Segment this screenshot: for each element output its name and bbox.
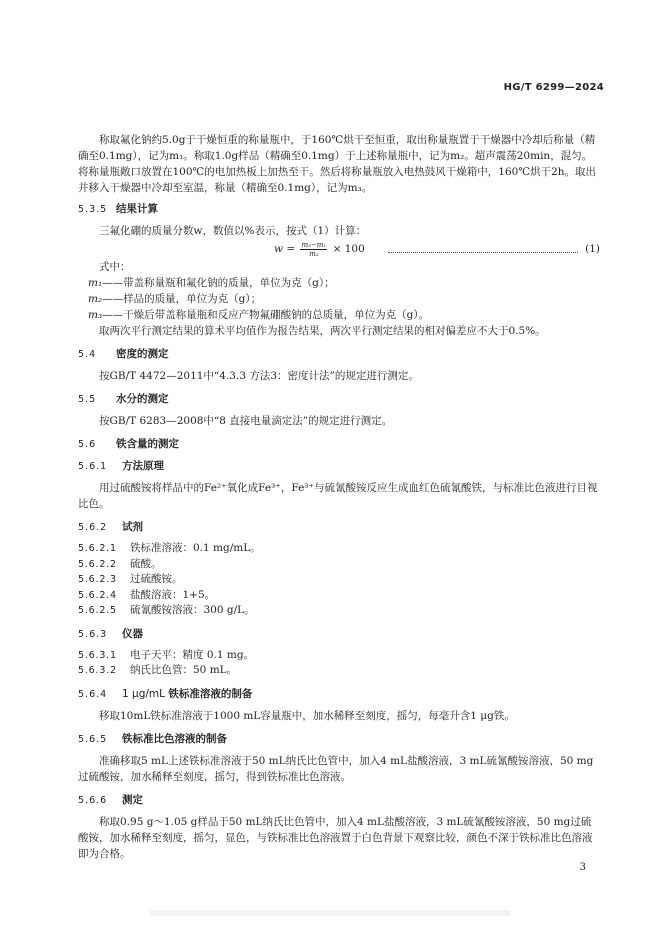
section-5-6-1-heading: 5.6.1 方法原理 xyxy=(78,460,164,472)
section-5-6-5-heading: 5.6.5 铁标准比色溶液的制备 xyxy=(78,732,227,745)
procedure-paragraph: 称取氟化钠约5.0g于干燥恒重的称量瓶中，于160℃烘干至恒重，取出称量瓶置于干燥器中冷却后称量（精确至0.1mg），记为m₁。称取1.0g样品（精确至0.1mg）于上述称量瓶中，记为m₂。超声震荡20min，混匀。将称量瓶敞口放置在100℃的电加热板上加热至干。然后将称量瓶放入电热鼓风干燥箱中，160℃烘干2h。取出并移入干燥器中冷却至室温，称量（精确至0.1mg），记为m₃。 xyxy=(78,134,597,194)
section-5-4-heading: 5.4 密度的测定 xyxy=(78,348,169,360)
reagent-item: 5.6.2.3 过硫酸铵。 xyxy=(78,573,183,585)
content-body xyxy=(78,132,600,862)
section-5-6-heading: 5.6 铁含量的测定 xyxy=(78,438,179,450)
footer-band xyxy=(150,910,510,916)
formula-1 xyxy=(78,239,600,259)
section-5-6-4-text: 移取10mL铁标准溶液于1000 mL容量瓶中，加水稀释至刻度，摇匀，每毫升含1 μg铁。 xyxy=(99,709,515,722)
section-5-5-heading: 5.5 水分的测定 xyxy=(78,393,169,405)
section-5-6-1-text: 用过硫酸铵将样品中的Fe²⁺氧化成Fe³⁺，Fe³⁺与硫氰酸铵反应生成血红色硫氰酸铁，与标准比色液进行目视比色。 xyxy=(78,482,598,510)
section-5-6-4-heading: 5.6.4 1 μg/mL 铁标准溶液的制备 xyxy=(78,687,253,700)
reagent-item: 5.6.2.2 硫酸。 xyxy=(78,557,162,570)
variable-m3: m₃——干燥后带盖称量瓶和反应产物氟硼酸钠的总质量，单位为克（g）。 xyxy=(88,309,430,321)
page-number: 3 xyxy=(579,862,586,873)
formula-expression: w = $\frac{\text{m₃−m₁}}{\text{m₂}}$ × 100 xyxy=(274,240,365,258)
formula-fraction: $\frac{\text{m₃−m₁}}{\text{m₂}}$ xyxy=(301,240,327,258)
calc-intro: 三氟化硼的质量分数w，数值以%表示，按式（1）计算： xyxy=(99,225,367,237)
section-5-3-5-heading: 5.3.5 结果计算 xyxy=(78,203,158,215)
section-5-5-text: 按GB/T 6283—2008中“8 直接电量滴定法”的规定进行测定。 xyxy=(99,415,393,427)
reagent-item: 5.6.2.4 盐酸溶液：1+5。 xyxy=(78,588,216,601)
section-5-6-3-heading: 5.6.3 仪器 xyxy=(78,627,143,640)
result-note: 取两次平行测定结果的算术平均值作为报告结果，两次平行测定结果的相对偏差应不大于0.5%。 xyxy=(99,325,546,337)
instrument-item: 5.6.3.2 纳氏比色管：50 mL。 xyxy=(78,664,238,676)
section-5-4-text: 按GB/T 4472—2011中“4.3.3 方法3：密度计法”的规定进行测定。 xyxy=(99,370,419,382)
variable-m2: m₂——样品的质量，单位为克（g）； xyxy=(88,293,262,305)
section-5-6-6-heading: 5.6.6 测定 xyxy=(78,793,143,806)
section-5-6-2-heading: 5.6.2 试剂 xyxy=(78,521,143,533)
reagent-item: 5.6.2.1 铁标准溶液：0.1 mg/mL。 xyxy=(78,542,261,554)
variable-m1: m₁——带盖称量瓶和氟化钠的质量，单位为克（g）； xyxy=(88,277,335,289)
equation-number: (1) xyxy=(585,243,600,255)
dot-leader xyxy=(388,252,578,253)
standard-code: HG/T 6299—2024 xyxy=(503,82,604,93)
reagent-item: 5.6.2.5 硫氰酸铵溶液：300 g/L。 xyxy=(78,604,255,616)
instrument-item: 5.6.3.1 电子天平：精度 0.1 mg。 xyxy=(78,648,255,661)
section-5-6-6-text: 称取0.95 g～1.05 g样品于50 mL纳氏比色管中，加入4 mL盐酸溶液，3 mL硫氰酸铵溶液，50 mg过硫酸铵，加水稀释至刻度，摇匀，显色，与铁标准比色溶液置于白色背景下观察比较，颜色不深于铁标准比色溶液即为合格。 xyxy=(78,815,593,860)
section-5-6-5-text: 准确移取5 mL上述铁标准溶液于50 mL纳氏比色管中，加入4 mL盐酸溶液，3 mL硫氰酸铵溶液，50 mg过硫酸铵，加水稀释至刻度，摇匀，得到铁标准比色溶液。 xyxy=(78,754,594,783)
where-label: 式中： xyxy=(99,261,131,273)
